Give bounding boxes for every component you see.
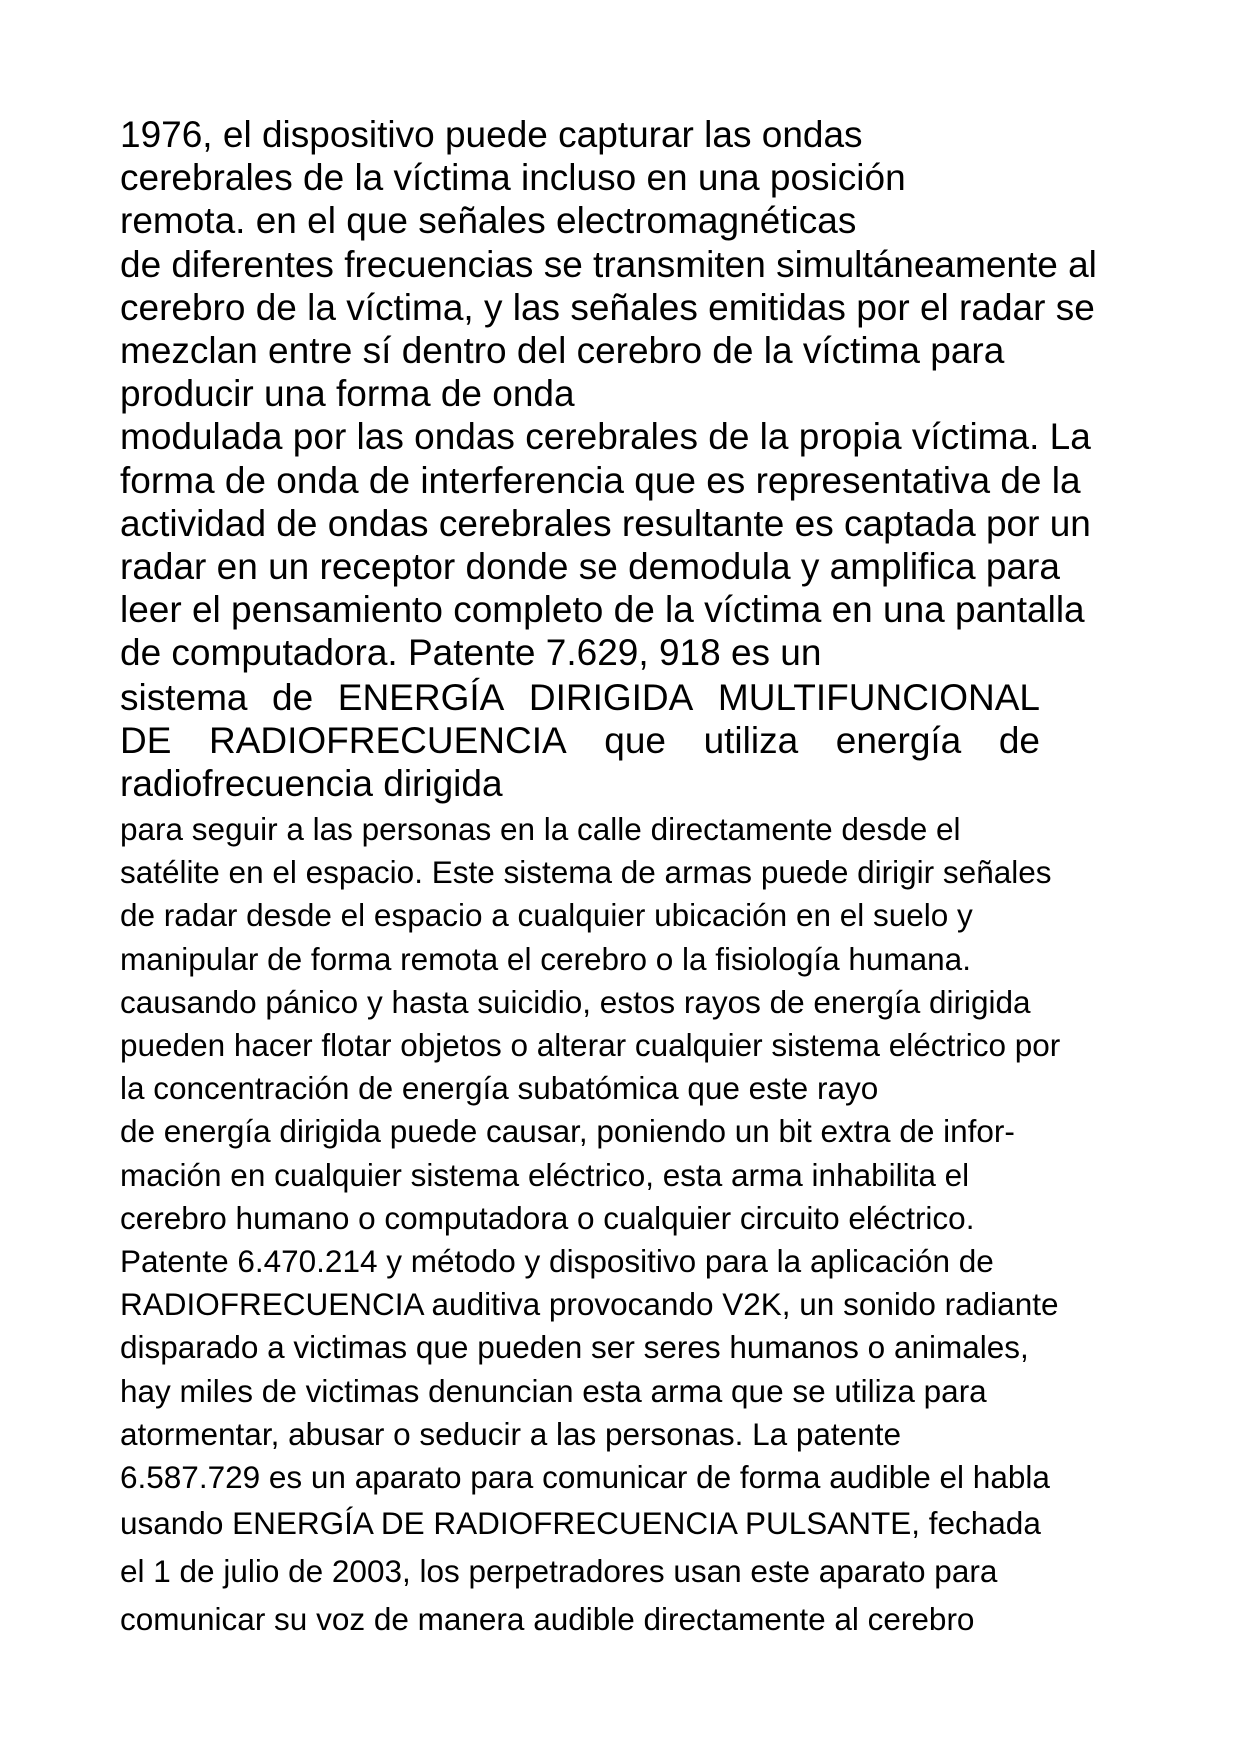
text-line: de computadora. Patente 7.629, 918 es un [120, 632, 822, 674]
justified-line [120, 676, 1040, 719]
text-line: 1976, el dispositivo puede capturar las ondas [120, 114, 863, 155]
word: DIRIGIDA [528, 677, 694, 718]
text-line: comunicar su voz de manera audible directamente al cerebro [120, 1601, 975, 1638]
word: sistema [120, 677, 248, 718]
text-line: hay miles de victimas denuncian esta arma que se utiliza para [120, 1372, 987, 1409]
justified-line [120, 719, 1040, 762]
text-line: usando ENERGÍA DE RADIOFRECUENCIA PULSANTE, fechada [120, 1505, 1041, 1542]
text-line: modulada por las ondas cerebrales de la propia víctima. La [120, 416, 1091, 458]
paragraph-large-text [120, 113, 1097, 675]
text-line: 6.587.729 es un aparato para comunicar de forma audible el habla [120, 1459, 1050, 1496]
text-line: forma de onda de interferencia que es representativa de la [120, 459, 1081, 501]
word: de [998, 720, 1040, 762]
text-line: la concentración de energía subatómica que este rayo [120, 1070, 879, 1107]
word: de [272, 677, 314, 718]
text-line: cerebrales de la víctima incluso en una posición [120, 157, 906, 199]
text-line: radar en un receptor donde se demodula y amplifica para [120, 546, 1060, 588]
text-line: cerebro de la víctima, y las señales emitidas por el radar se [120, 286, 1095, 328]
text-line: de diferentes frecuencias se transmiten simultáneamente al [120, 243, 1097, 285]
text-line: de radar desde el espacio a cualquier ubicación en el suelo y [120, 897, 973, 934]
text-line: remota. en el que señales electromagnéticas [120, 200, 857, 242]
paragraph-body-text [120, 808, 1060, 1643]
text-line: pueden hacer flotar objetos o alterar cualquier sistema eléctrico por [120, 1027, 1061, 1064]
text-line: mezclan entre sí dentro del cerebro de la víctima para [120, 330, 1005, 372]
text-line: satélite en el espacio. Este sistema de armas puede dirigir señales [120, 854, 1052, 891]
text-line: para seguir a las personas en la calle directamente desde el [120, 811, 961, 847]
text-line: de energía dirigida puede causar, poniendo un bit extra de infor- [120, 1113, 1015, 1150]
text-line: causando pánico y hasta suicidio, estos rayos de energía dirigida [120, 983, 1031, 1020]
word: RADIOFRECUENCIA [208, 720, 567, 762]
text-line: producir una forma de onda [120, 373, 575, 415]
text-line: atormentar, abusar o seducir a las personas. La patente [120, 1415, 901, 1452]
text-line: el 1 de julio de 2003, los perpetradores usan este aparato para [120, 1553, 998, 1590]
word: ENERGÍA [337, 677, 505, 718]
word: DE [120, 720, 172, 762]
word: energía [835, 720, 962, 762]
text-line: Patente 6.470.214 y método y dispositivo para la aplicación de [120, 1243, 994, 1280]
text-line: radiofrecuencia dirigida [120, 763, 503, 805]
text-line: mación en cualquier sistema eléctrico, esta arma inhabilita el [120, 1156, 970, 1193]
word: utiliza [703, 720, 799, 762]
text-line: leer el pensamiento completo de la víctima en una pantalla [120, 589, 1085, 631]
paragraph-justified-heading [120, 676, 1040, 806]
text-line: cerebro humano o computadora o cualquier circuito eléctrico. [120, 1199, 975, 1236]
text-line: actividad de ondas cerebrales resultante es captada por un [120, 502, 1091, 544]
text-line: manipular de forma remota el cerebro o la fisiología humana. [120, 940, 971, 977]
word: MULTIFUNCIONAL [717, 677, 1040, 718]
text-line: disparado a victimas que pueden ser seres humanos o animales, [120, 1329, 1029, 1366]
word: que [604, 720, 666, 762]
text-line: RADIOFRECUENCIA auditiva provocando V2K, un sonido radiante [120, 1286, 1059, 1323]
